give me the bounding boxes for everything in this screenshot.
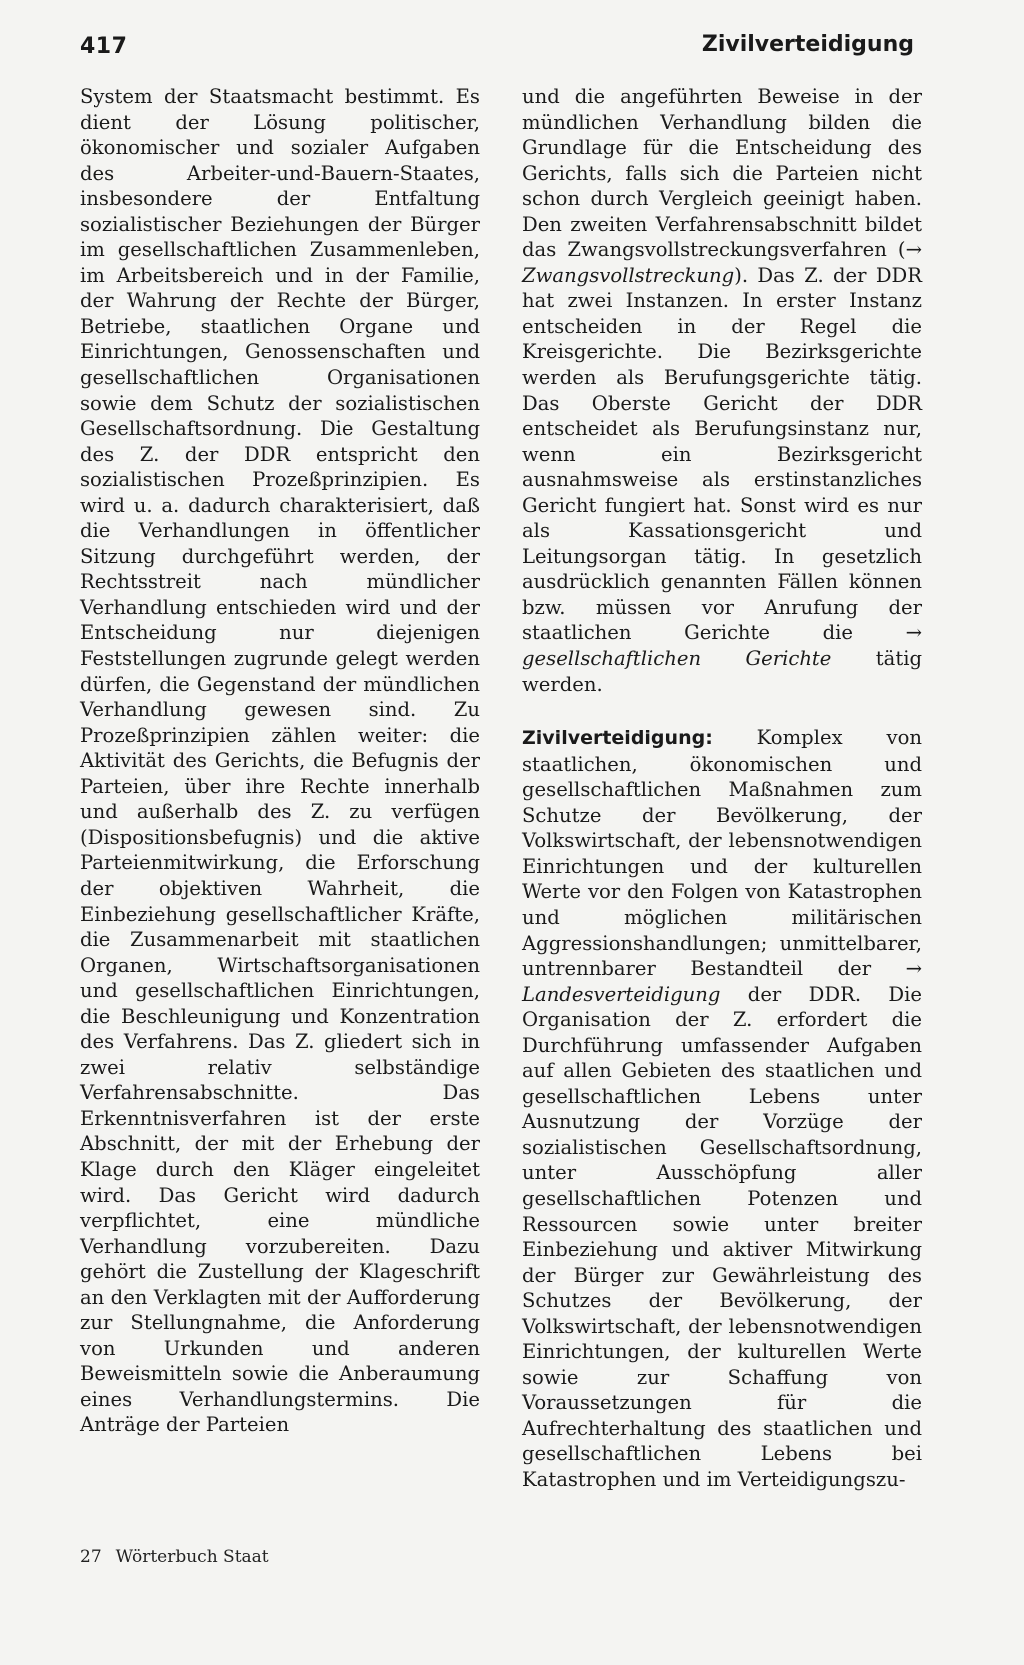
- running-head: Zivilverteidigung: [701, 32, 914, 57]
- signature-footer: [80, 1547, 269, 1567]
- cross-reference: → gesellschaftlichen Gerichte: [522, 621, 922, 671]
- right-column: [522, 84, 922, 1493]
- text-run: Komplex von staatlichen, ökonomischen und gesellschaftlichen Maßnahmen zum Schutze der Bevölkerung, der Volkswirtschaft, der lebensnotwendigen Einrichtungen und der kulturellen Werte vor den Folgen von Katastrophen und möglichen militärischen Aggressionshandlungen; unmittelbarer, untrennbarer Bestandteil der: [522, 726, 922, 981]
- entry-paragraph: [522, 725, 922, 1492]
- signature-title: Wörterbuch Staat: [115, 1547, 269, 1567]
- cross-reference: → Landesverteidigung: [522, 957, 922, 1006]
- text-run: und die angeführten Beweise in der mündlichen Verhandlung bilden die Grundlage für die Entscheidung des Gerichts, falls sich die Parteien nicht schon durch Vergleich geeinigt haben. Den zweiten Verfahrensabschnitt bildet das Zwangsvollstreckungsverfahren (: [522, 85, 922, 262]
- left-column: [80, 84, 480, 1438]
- entry-headword: Zivilverteidigung:: [522, 727, 713, 750]
- text-run: ). Das Z. der DDR hat zwei Instanzen. In erster Instanz entscheiden in der Regel die Kreisgerichte. Die Bezirksgerichte werden als Berufungsgerichte tätig. Das Oberste Gericht der DDR entscheidet als Berufungsinstanz nur, wenn ein Bezirksgericht ausnahmsweise als erstinstanzliches Gericht fungiert hat. Sonst wird es nur als Kassationsgericht und Leitungsorgan tätig. In gesetzlich ausdrücklich genannten Fällen können bzw. müssen vor Anrufung der staatlichen Gerichte die: [522, 263, 922, 645]
- signature-number: 27: [80, 1547, 102, 1567]
- text-run: der DDR. Die Organisation der Z. erfordert die Durchführung umfassender Aufgaben auf allen Gebieten des staatlichen und gesellschaftlichen Lebens unter Ausnutzung der Vorzüge der sozialistischen Gesellschaftsordnung, unter Ausschöpfung aller gesellschaftlichen Potenzen und Ressourcen sowie unter breiter Einbeziehung und aktiver Mitwirkung der Bürger zur Gewährleistung des Schutzes der Bevölkerung, der Volkswirtschaft, der lebensnotwendigen Einrichtungen, der kulturellen Werte sowie zur Schaffung von Voraussetzungen für die Aufrechterhaltung des staatlichen und gesellschaftlichen Lebens bei Katastrophen und im Verteidigungszu-: [522, 982, 922, 1491]
- cross-reference: → Zwangsvollstreckung: [522, 238, 922, 287]
- page-number: 417: [80, 34, 128, 59]
- body-paragraph: System der Staatsmacht bestimmt. Es dient der Lösung politischer, ökonomischer und sozialer Aufgaben des Arbeiter-und-Bauern-Staates, insbesondere der Entfaltung sozialistischer Beziehungen der Bürger im gesellschaftlichen Zusammenleben, im Arbeitsbereich und in der Familie, der Wahrung der Rechte der Bürger, Betriebe, staatlichen Organe und Einrichtungen, Genossenschaften und gesellschaftlichen Organisationen sowie dem Schutz der sozialistischen Gesellschaftsordnung. Die Gestaltung des Z. der DDR entspricht den sozialistischen Prozeßprinzipien. Es wird u. a. dadurch charakterisiert, daß die Verhandlungen in öffentlicher Sitzung durchgeführt werden, der Rechtsstreit nach mündlicher Verhandlung entschieden wird und der Entscheidung nur diejenigen Feststellungen zugrunde gelegt werden dürfen, die Gegenstand der mündlichen Verhandlung gewesen sind. Zu Prozeßprinzipien zählen weiter: die Aktivität des Gerichts, die Befugnis der Parteien, über ihre Rechte innerhalb und außerhalb des Z. zu verfügen (Dispositionsbefugnis) und die aktive Parteienmitwirkung, die Erforschung der objektiven Wahrheit, die Einbeziehung gesellschaftlicher Kräfte, die Zusammenarbeit mit staatlichen Organen, Wirtschaftsorganisationen und gesellschaftlichen Einrichtungen, die Beschleunigung und Konzentration des Verfahrens. Das Z. gliedert sich in zwei relativ selbständige Verfahrensabschnitte. Das Erkenntnisverfahren ist der erste Abschnitt, der mit der Erhebung der Klage durch den Kläger eingeleitet wird. Das Gericht wird dadurch verpflichtet, eine mündliche Verhandlung vorzubereiten. Dazu gehört die Zustellung der Klageschrift an den Verklagten mit der Aufforderung zur Stellungnahme, die Anforderung von Urkunden und anderen Beweismitteln sowie die Anberaumung eines Verhandlungstermins. Die Anträge der Parteien: [80, 85, 480, 1437]
- text-run: tätig werden.: [522, 647, 923, 696]
- body-paragraph: [522, 84, 922, 697]
